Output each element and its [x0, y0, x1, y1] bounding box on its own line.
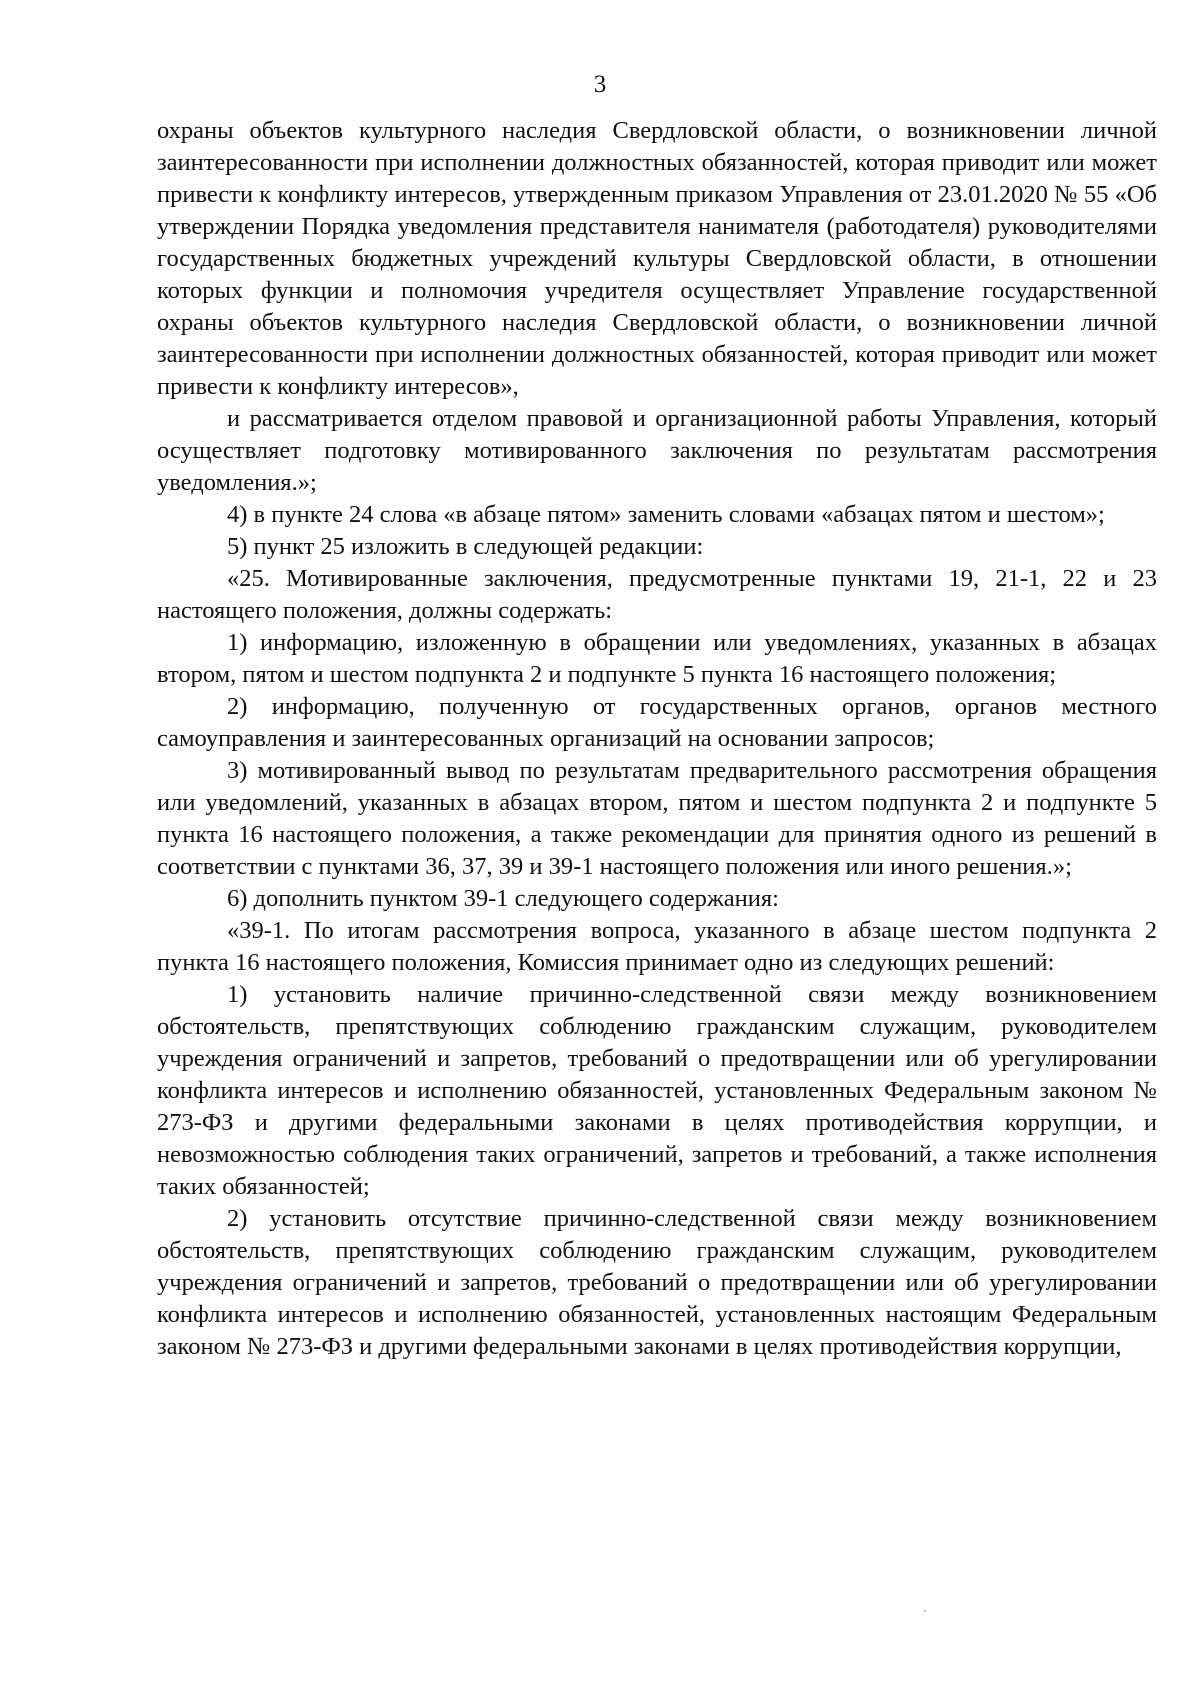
paragraph: «25. Мотивированные заключения, предусмотренные пунктами 19, 21-1, 22 и 23 настоящего положения, должны содержать:	[157, 565, 1157, 624]
paragraph: 3) мотивированный вывод по результатам предварительного рассмотрения обращения или уведомлений, указанных в абзацах втором, пятом и шестом подпункта 2 и подпункте 5 пункта 16 настоящего положения, а также рекомендации для принятия одного из решений в соответствии с пунктами 36, 37, 39 и 39-1 настоящего положения или иного решения.»;	[157, 757, 1157, 880]
paragraph: 1) информацию, изложенную в обращении или уведомлениях, указанных в абзацах втором, пятом и шестом подпункта 2 и подпункте 5 пункта 16 настоящего положения;	[157, 629, 1157, 688]
paragraph: 5) пункт 25 изложить в следующей редакции:	[227, 533, 704, 560]
paragraph: и рассматривается отделом правовой и организационной работы Управления, который осуществляет подготовку мотивированного заключения по результатам рассмотрения уведомления.»;	[157, 405, 1157, 496]
paragraph: 2) установить отсутствие причинно-следственной связи между возникновением обстоятельств, препятствующих соблюдению гражданским служащим, руководителем учреждения ограничений и запретов, требований о предотвращении или об урегулировании конфликта интересов и исполнению обязанностей, установленных настоящим Федеральным законом № 273-ФЗ и другими федеральными законами в целях противодействия коррупции,	[157, 1205, 1157, 1360]
paragraph: 4) в пункте 24 слова «в абзаце пятом» заменить словами «абзацах пятом и шестом»;	[227, 501, 1105, 528]
document-body	[157, 115, 1157, 1363]
paragraph: 1) установить наличие причинно-следственной связи между возникновением обстоятельств, препятствующих соблюдению гражданским служащим, руководителем учреждения ограничений и запретов, требований о предотвращении или об урегулировании конфликта интересов и исполнению обязанностей, установленных Федеральным законом № 273-ФЗ и другими федеральными законами в целях противодействия коррупции, и невозможностью соблюдения таких ограничений, запретов и требований, а также исполнения таких обязанностей;	[157, 981, 1157, 1200]
paragraph: охраны объектов культурного наследия Свердловской области, о возникновении личной заинтересованности при исполнении должностных обязанностей, которая приводит или может привести к конфликту интересов, утвержденным приказом Управления от 23.01.2020 № 55 «Об утверждении Порядка уведомления представителя нанимателя (работодателя) руководителями государственных бюджетных учреждений культуры Свердловской области, в отношении которых функции и полномочия учредителя осуществляет Управление государственной охраны объектов культурного наследия Свердловской области, о возникновении личной заинтересованности при исполнении должностных обязанностей, которая приводит или может привести к конфликту интересов»,	[157, 117, 1157, 400]
scan-speck	[924, 1610, 926, 1612]
page-number: 3	[593, 71, 607, 98]
paragraph: 2) информацию, полученную от государственных органов, органов местного самоуправления и заинтересованных организаций на основании запросов;	[157, 693, 1157, 752]
paragraph: 6) дополнить пунктом 39-1 следующего содержания:	[227, 885, 779, 912]
paragraph: «39-1. По итогам рассмотрения вопроса, указанного в абзаце шестом подпункта 2 пункта 16 настоящего положения, Комиссия принимает одно из следующих решений:	[157, 917, 1157, 976]
